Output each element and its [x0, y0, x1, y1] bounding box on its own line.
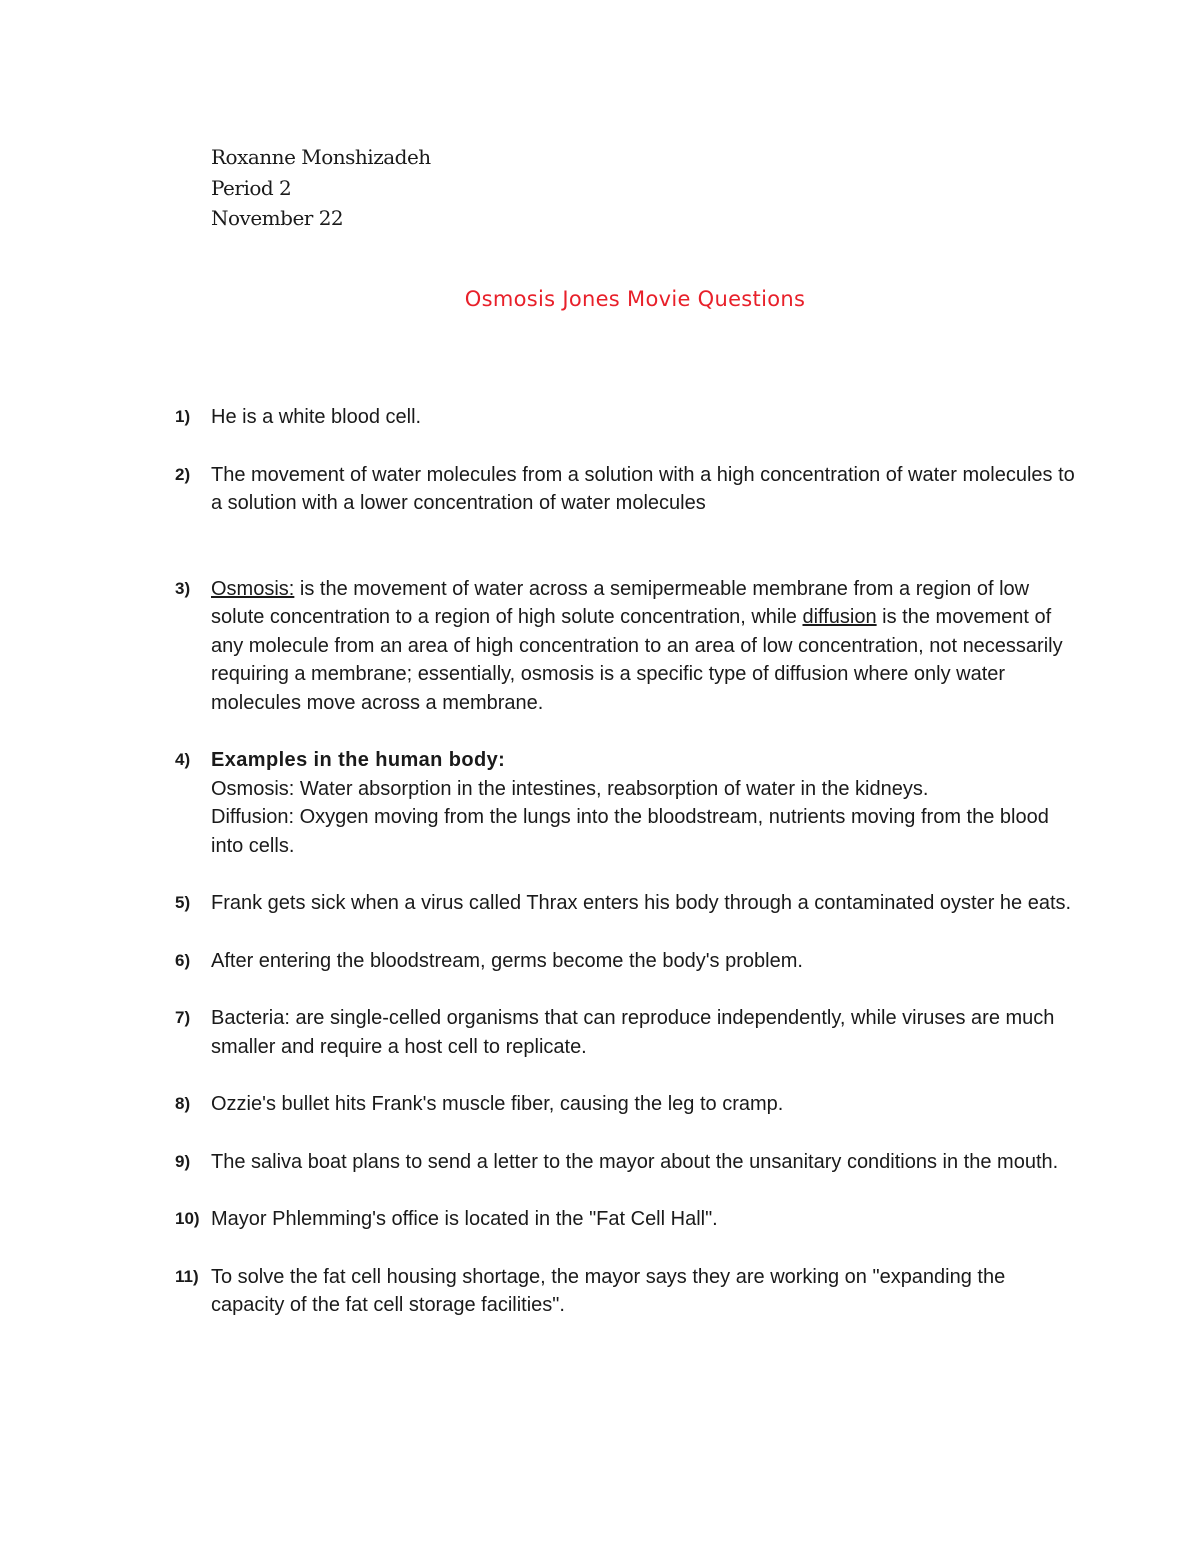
answer-number: 4) — [175, 750, 191, 769]
answer-text: Mayor Phlemming's office is located in the "Fat Cell Hall". — [211, 1208, 718, 1230]
answer-1 — [175, 403, 1075, 432]
answer-9 — [175, 1148, 1075, 1177]
term-diffusion: diffusion — [802, 606, 877, 628]
answer-number: 1) — [175, 407, 191, 426]
student-header — [211, 142, 431, 234]
answer-number: 5) — [175, 893, 191, 912]
answer-7 — [175, 1004, 1075, 1061]
answer-text: is the movement of any molecule from an area of high concentration to an area of low concentration, not necessarily requiring a membrane; essentially, osmosis is a specific type of diffusion where only water molecules move across a membrane. — [211, 606, 1063, 714]
answer-11 — [175, 1263, 1075, 1320]
answer-number: 3) — [175, 578, 191, 598]
answer-number: 11) — [175, 1266, 199, 1286]
answer-10 — [175, 1205, 1075, 1234]
answer-text: After entering the bloodstream, germs become the body's problem. — [211, 949, 803, 972]
answers-list — [175, 403, 1075, 1320]
answer-6 — [175, 947, 1075, 976]
answer-text: Bacteria: are single-celled organisms that can reproduce independently, while viruses are much smaller and require a host cell to replicate. — [211, 1007, 1055, 1058]
answer-number: 9) — [175, 1151, 191, 1171]
answer-number: 10) — [175, 1209, 200, 1228]
answer-2 — [175, 461, 1075, 518]
assignment-date: November 22 — [211, 206, 344, 230]
answer-number: 6) — [175, 950, 191, 970]
student-name: Roxanne Monshizadeh — [211, 145, 431, 169]
term-osmosis: Osmosis: — [211, 577, 295, 600]
answer-5 — [175, 889, 1075, 918]
answer-number: 7) — [175, 1008, 191, 1027]
answer-text: Frank gets sick when a virus called Thrax enters his body through a contaminated oyster he eats. — [211, 892, 1072, 914]
class-period: Period 2 — [211, 175, 292, 200]
answer-3 — [175, 575, 1075, 718]
answer-8 — [175, 1090, 1075, 1119]
answer-text: The movement of water molecules from a solution with a high concentration of water molecules to a solution with a lower concentration of water molecules — [211, 463, 1075, 514]
osmosis-example: Osmosis: Water absorption in the intestines, reabsorption of water in the kidneys. — [211, 777, 929, 800]
document-title: Osmosis Jones Movie Questions — [464, 287, 806, 311]
answer-number: 2) — [175, 464, 191, 484]
answer-text: is the movement of water across a semipermeable membrane from a region of low solute concentration to a region of high solute concentration, while — [211, 577, 1030, 628]
answer-4 — [175, 746, 1075, 860]
diffusion-example: Diffusion: Oxygen moving from the lungs into the bloodstream, nutrients moving from the blood into cells. — [211, 806, 1049, 857]
answer-text: To solve the fat cell housing shortage, the mayor says they are working on "expanding the capacity of the fat cell storage facilities". — [211, 1265, 1006, 1316]
examples-heading: Examples in the human body: — [211, 749, 506, 771]
answer-number: 8) — [175, 1094, 191, 1113]
answer-text: He is a white blood cell. — [211, 406, 422, 428]
answer-text: Ozzie's bullet hits Frank's muscle fiber, causing the leg to cramp. — [211, 1093, 784, 1115]
answer-text: The saliva boat plans to send a letter to the mayor about the unsanitary conditions in the mouth. — [211, 1150, 1059, 1173]
